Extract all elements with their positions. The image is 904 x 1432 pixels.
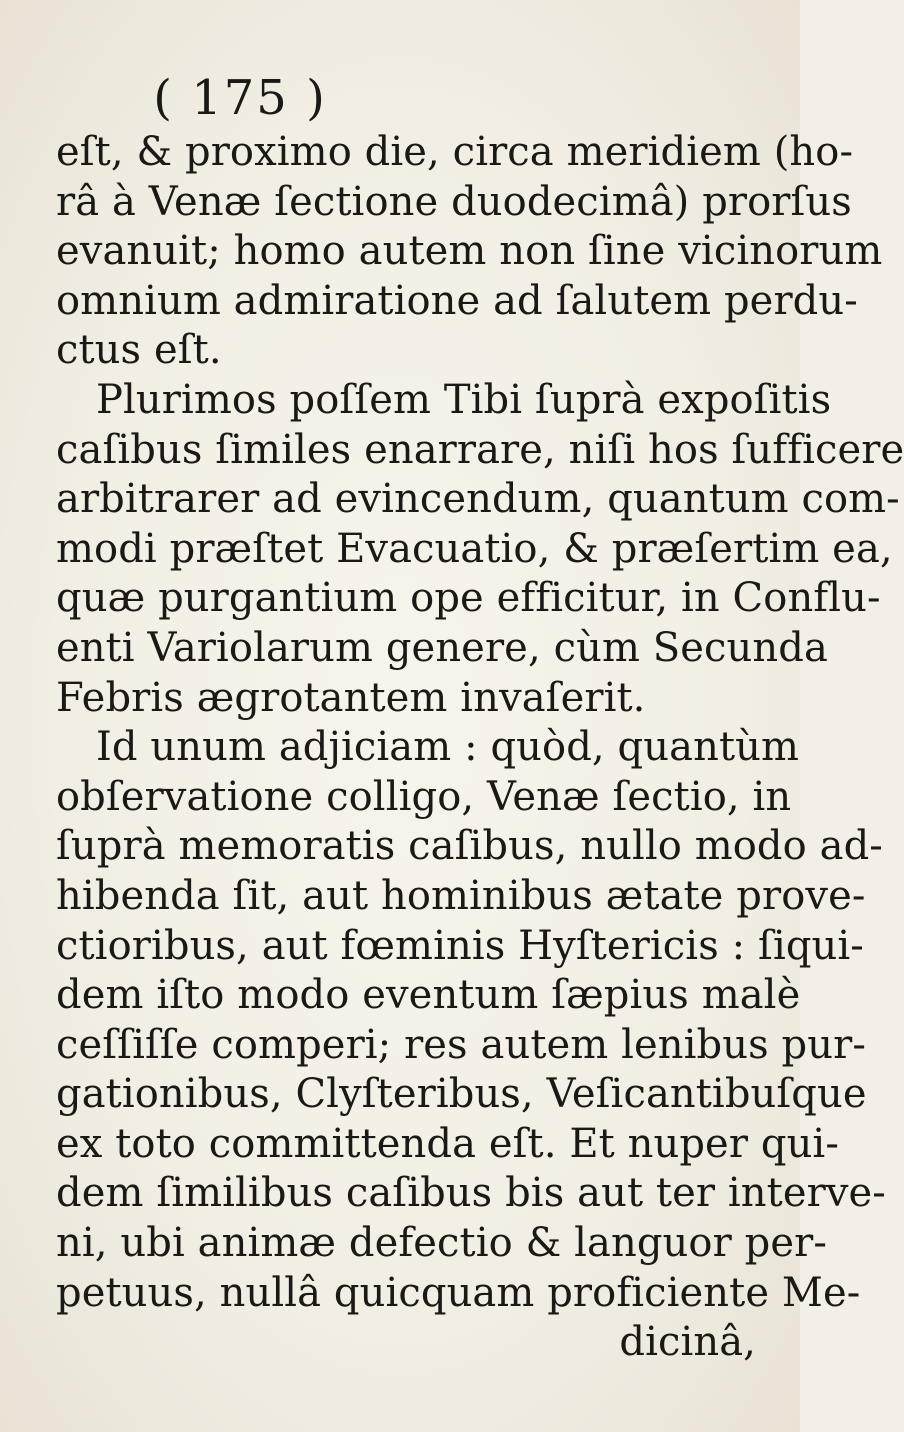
text-line-21: ex toto committenda eſt. Et nuper qui- bbox=[56, 1120, 839, 1167]
text-line-19: ceſſiſſe comperi; res autem lenibus pur- bbox=[56, 1021, 866, 1068]
text-line-8: arbitrarer ad evincendum, quantum com- bbox=[56, 476, 900, 523]
text-line-5: ctus eſt. bbox=[56, 327, 222, 374]
page-number: ( 175 ) bbox=[153, 70, 327, 126]
text-line-6: Plurimos poſſem Tibi ſuprà expoſitis bbox=[96, 376, 832, 423]
text-line-20: gationibus, Clyſteribus, Veſicantibuſque bbox=[56, 1071, 867, 1118]
text-line-15: ſuprà memoratis caſibus, nullo modo ad- bbox=[56, 823, 883, 870]
body-text bbox=[56, 128, 904, 1368]
text-line-7: caſibus ſimiles enarrare, niſi hos ſufficere bbox=[56, 426, 904, 473]
text-line-16: hibenda ſit, aut hominibus ætate prove- bbox=[56, 872, 866, 919]
text-line-11: enti Variolarum genere, cùm Secunda bbox=[56, 624, 828, 671]
text-line-3: evanuit; homo autem non ſine vicinorum bbox=[56, 228, 883, 275]
text-line-14: obſervatione colligo, Venæ ſectio, in bbox=[56, 773, 792, 820]
text-line-24: petuus, nullâ quicquam proficiente Me- bbox=[56, 1269, 861, 1316]
text-line-10: quæ purgantium ope efficitur, in Conflu- bbox=[56, 575, 881, 622]
text-line-13: Id unum adjiciam : quòd, quantùm bbox=[96, 724, 800, 771]
text-line-18: dem iſto modo eventum ſæpius malè bbox=[56, 972, 801, 1019]
text-line-25: dicinâ, bbox=[619, 1319, 756, 1366]
text-line-23: ni, ubi animæ defectio & languor per- bbox=[56, 1220, 827, 1267]
text-line-9: modi præſtet Evacuatio, & præſertim ea, bbox=[56, 525, 893, 572]
text-line-22: dem ſimilibus caſibus bis aut ter interve- bbox=[56, 1170, 886, 1217]
text-line-2: râ à Venæ ſectione duodecimâ) prorſus bbox=[56, 178, 852, 225]
text-line-17: ctioribus, aut fœminis Hyſtericis : ſiqui- bbox=[56, 922, 864, 969]
text-line-12: Febris ægrotantem invaſerit. bbox=[56, 674, 646, 721]
text-line-1: eſt, & proximo die, circa meridiem (ho- bbox=[56, 129, 854, 175]
text-line-4: omnium admiratione ad ſalutem perdu- bbox=[56, 277, 858, 324]
